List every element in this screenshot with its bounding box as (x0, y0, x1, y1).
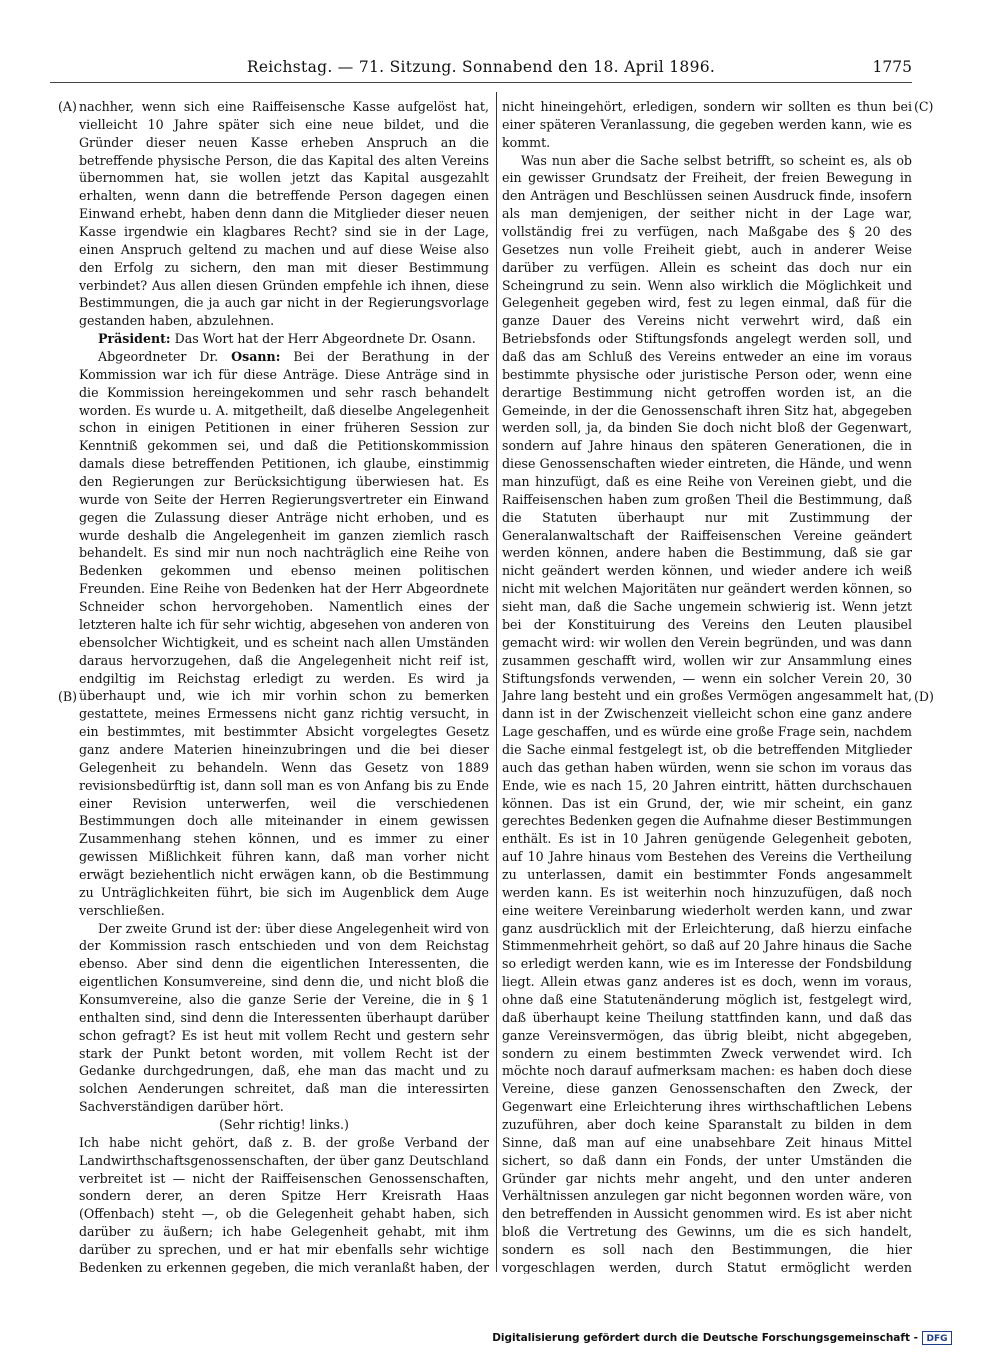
page-number: 1775 (872, 58, 912, 76)
interjection: (Sehr richtig! links.) (219, 1116, 349, 1132)
margin-marker-a: (A) (58, 99, 77, 114)
left-paragraph-6: Ich habe nicht gehört, daß z. B. der große Verband der Landwirthschaftsgenossenschaften, der über ganz Deutschland verbreitet ist — nicht der Raiffeisenschen Genossenschaften, sondern derer, an deren Spitze Herr Kreisrath Haas (Offenbach) steht —, ob die Gelegenheit gehabt haben, sich darüber zu äußern; ich habe Gelegenheit gehabt, mit ihm darüber zu sprechen, und er hat mir ebenfalls sehr wichtige Bedenken zu erkennen gegeben, die mich veranlaßt haben, der (79, 1134, 489, 1274)
margin-marker-c: (C) (914, 99, 934, 114)
margin-marker-d: (D) (914, 689, 934, 704)
speaker-president: Präsident: (98, 331, 171, 347)
left-column (79, 98, 489, 1274)
right-paragraph-2: Was nun aber die Sache selbst betrifft, so scheint es, als ob ein gewisser Grundsatz der Freiheit, der freien Bewegung in den Anträgen und Beschlüssen seinen Ausdruck finde, insofern als man demjenigen, der seither nicht in der Lage war, vollständig frei zu verfügen, nach Maßgabe des § 20 des Gesetzes nun volle Freiheit giebt, auch in anderer Weise darüber zu verfügen. Allein es scheint das doch nur ein Scheingrund zu sein. Wenn also wirklich die Möglichkeit und Gelegenheit gegeben wird, fest zu legen einmal, daß für die ganze Dauer des Vereins nicht verwehrt wird, daß ein Betriebsfonds oder Stiftungsfonds angelegt werden soll, und daß das am Schluß des Vereins entweder an eine im voraus bestimmte physische oder juristische Person oder, wenn eine derartige Bestimmung nicht getroffen worden ist, an die Gemeinde, in der die Genossenschaft ihren Sitz hat, abgegeben werden soll, ja, da binden Sie doch nicht bloß der Gegenwart, sondern auf Jahre hinaus den späteren Generationen, die in diese Genossenschaften wieder eintreten, die Hände, und wenn man hinzufügt, daß es eine Reihe von Vereinen giebt, und die Raiffeisenschen haben zum großen Theil die Bestimmung, daß die Statuten überhaupt nur mit Zustimmung der Generalanwaltschaft der Raiffeisenschen Vereine geändert werden können, andere haben die Bestimmung, daß sie gar nicht geändert werden können, und wieder andere ich weiß nicht mit welchen Majoritäten nur geändert werden können, so sieht man, daß die Sache ungemein schwierig ist. Wenn jetzt bei der Konstituirung des Vereins den Leuten plausibel gemacht wird: wir wollen den Verein begründen, und was dann zusammen geschafft wird, wollen wir zur Ansammlung eines Stiftungsfonds verwenden, — wenn ein solcher Verein 20, 30 Jahre lang besteht und ein großes Vermögen angesammelt hat, dann ist in der Zwischenzeit vielleicht schon eine ganz andere Lage geschaffen, und es würde eine große Frage sein, nachdem die Sache einmal festgelegt ist, ob die betreffenden Mitglieder auch das gethan haben würden, wenn sie schon im voraus das Ende, wie es nach 15, 20 Jahren eintritt, hätten durchschauen können. Das ist ein Grund, der, wie mir scheint, ein ganz gerechtes Bedenken gegen die Aufnahme dieser Bestimmungen enthält. Es ist in 10 Jahren genügende Gelegenheit geboten, auf 10 Jahre hinaus vom Bestehen des Vereins die Vertheilung zu unterlassen, damit ein bestimmter Fonds angesammelt werden kann. Es ist weiterhin noch hinzuzufügen, daß noch eine weitere Vereinbarung wiederholt werden kann, und zwar ganz ausdrücklich mit der Erleichterung, daß hierzu einfache Stimmenmehrheit gehört, so daß auf 20 Jahre hinaus die Sache so erledigt werden kann, wie es im Interesse der Fondsbildung liegt. Allein etwas ganz anderes ist es doch, wenn im voraus, ohne daß eine Statutenänderung möglich ist, festgelegt wird, daß überhaupt keine Theilung stattfinden kann, und daß das ganze Vereinsvermögen, das übrig bleibt, nicht abgegeben, sondern zu einem bestimmten Zweck verwendet wird. Ich möchte noch darauf aufmerksam machen: es haben doch diese Vereine, diese ganzen Genossenschaften den Zweck, der Gegenwart eine Erleichterung ihres wirthschaftlichen Lebens zuzuführen, aber doch keine Sparanstalt zu bilden in dem Sinne, daß man auf eine unabsehbare Zeit hinaus Mittel sichert, so daß dann ein Fonds, der unter Umständen die Gründer gar nichts mehr angeht, und den unter anderen Verhältnissen anzulegen gar nicht begonnen worden wäre, von den betreffenden in Aussicht genommen wird. Es ist aber nicht bloß die Vertretung des Gewinns, um die es sich handelt, sondern es soll nach den Bestimmungen, die hier vorgeschlagen werden, durch Statut ermöglicht werden (502, 152, 912, 1274)
margin-marker-b: (B) (58, 689, 78, 704)
dfg-logo: DFG (922, 1331, 952, 1345)
digitization-credit (492, 1331, 952, 1345)
speaker-osann: Osann: (231, 349, 281, 365)
running-header (50, 58, 912, 83)
president-remark (79, 330, 489, 348)
osann-speech (79, 348, 489, 920)
column-divider (496, 92, 497, 1272)
right-column (502, 98, 912, 1274)
right-paragraph-1: nicht hineingehört, erledigen, sondern wir sollten es thun bei einer späteren Veranlassung, die gegeben werden kann, wie es kommt. (502, 99, 912, 150)
left-paragraph-1: nachher, wenn sich eine Raiffeisensche Kasse aufgelöst hat, vielleicht 10 Jahre später sich eine neue bildet, und die Gründer dieser neuen Kasse erheben Anspruch an die betreffende physische Person, die das Kapital des alten Vereins übernommen hat, sie wollen jetzt das Kapital ausgezahlt erhalten, wenn dann die betreffende Person dagegen einen Einwand erhebt, haben denn dann die Mitglieder dieser neuen Kasse irgendwie ein klagbares Recht? sind sie in der Lage, einen Anspruch geltend zu machen und auf diese Weise also den Erfolg zu sichern, den man mit dieser Bestimmung verbindet? Aus allen diesen Gründen empfehle ich ihnen, diese Bestimmungen, die ja auch gar nicht in der Regierungsvorlage gestanden haben, abzulehnen. (79, 99, 489, 329)
header-title: Reichstag. — 71. Sitzung. Sonnabend den 18. April 1896. (246, 58, 716, 76)
digitization-credit-text: Digitalisierung gefördert durch die Deutsche Forschungsgemeinschaft - (492, 1332, 918, 1344)
osann-speech-text: Bei der Berathung in der Kommission war ich für diese Anträge. Diese Anträge sind in die Kommission hereingekommen und sehr rasch behandelt worden. Es wurde u. A. mitgetheilt, daß dieselbe Angelegenheit schon in einigen Petitionen in einer früheren Session zur Kenntniß gekommen sei, und daß die Petitionskommission damals diese betreffenden Petitionen, ich glaube, einstimmig den Regierungen zur Berücksichtigung überwiesen hat. Es wurde von Seite der Herren Regierungsvertreter ein Einwand gegen die Zulassung dieser Anträge nicht erhoben, und es wurde deshalb die Angelegenheit im ganzen ziemlich rasch behandelt. Es sind mir nun noch nachträglich eine Reihe von Bedenken gekommen und ebenso meinen politischen Freunden. Eine Reihe von Bedenken hat der Herr Abgeordnete Schneider schon hervorgehoben. Namentlich eines der letzteren halte ich für sehr wichtig, abgesehen von anderen von ebensolcher Wichtigkeit, und es scheint nach allen Umständen daraus hervorzugehen, daß die Angelegenheit nicht reif ist, endgiltig im Reichstag erledigt zu werden. Es wird ja überhaupt und, wie ich mir vorhin schon zu bemerken gestattete, meines Ermessens nicht ganz richtig versucht, in ein bestimmtes, mit bestimmter Absicht vorgelegtes Gesetz ganz andere Materien hineinzubringen und die bei dieser Gelegenheit zu behandeln. Wenn das Gesetz von 1889 revisionsbedürftig ist, dann soll man es von Anfang bis zu Ende einer Revision unterwerfen, weil die verschiedenen Bestimmungen doch alle miteinander in einem gewissen Zusammenhang stehen können, und es immer zu einer gewissen Mißlichkeit führen kann, daß man vorher nicht erwägt beziehentlich nicht erwägen kann, ob die Bestimmung zu Unträglichkeiten führt, bie sich im Augenblick dem Auge verschließen. (79, 349, 489, 918)
osann-title: Abgeordneter Dr. (98, 349, 232, 365)
left-paragraph-4: Der zweite Grund ist der: über diese Angelegenheit wird von der Kommission rasch entschieden und von dem Reichstag ebenso. Aber sind denn die eigentlichen Interessenten, die eigentlichen Konsumvereine, sind denn die, und nicht bloß die Konsumvereine, also die ganze Serie der Vereine, die in § 1 enthalten sind, sind denn die Interessenten überhaupt darüber schon gefragt? Es ist heut mit vollem Recht und gestern sehr stark der Punkt betont worden, mit vollem Recht ist der Gedanke durchgedrungen, daß, ehe man das macht und zu solchen Aenderungen schreitet, daß man die interessirten Sachverständigen darüber hört. (79, 920, 489, 1115)
president-remark-text: Das Wort hat der Herr Abgeordnete Dr. Osann. (170, 331, 476, 347)
